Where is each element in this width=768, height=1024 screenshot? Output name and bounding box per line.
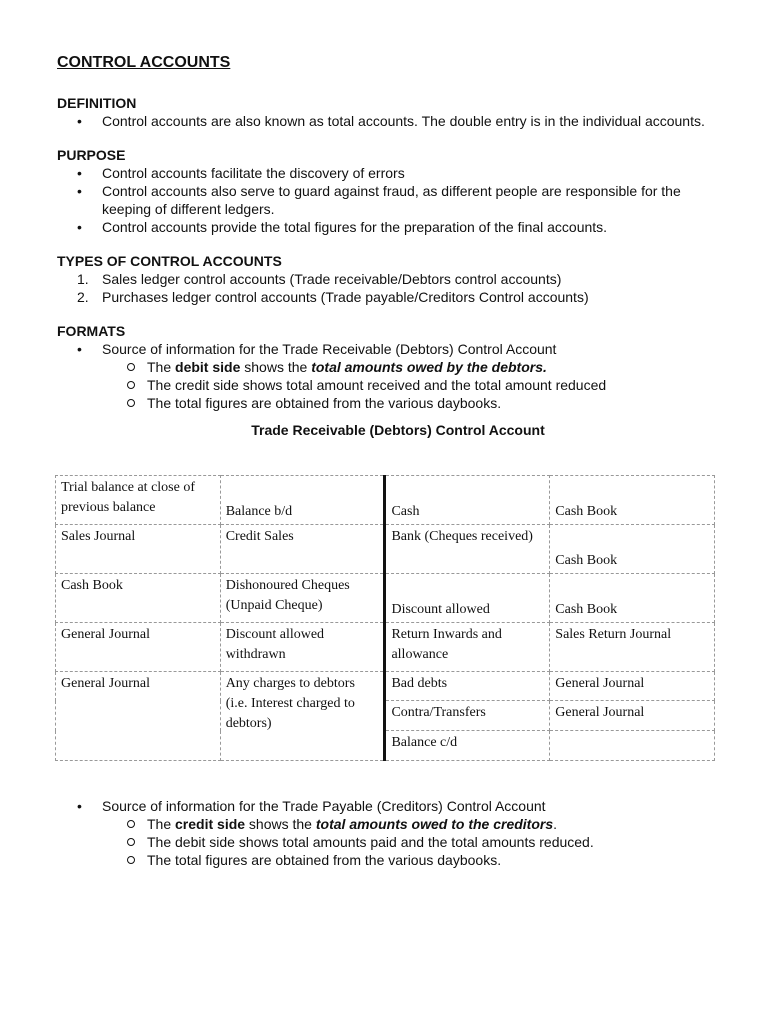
types-section	[57, 252, 727, 306]
purpose-section	[57, 146, 727, 236]
document-page	[57, 52, 727, 439]
table-cell: Balance c/d	[385, 731, 550, 761]
definition-heading: DEFINITION	[57, 95, 137, 111]
types-heading: TYPES OF CONTROL ACCOUNTS	[57, 253, 282, 269]
text-run: The	[147, 816, 176, 832]
receivable-sub-item: The total figures are obtained from the various daybooks.	[57, 394, 727, 412]
text-run-bold: debit side	[175, 359, 241, 375]
table-row	[56, 574, 715, 623]
text-run-bold-italic: total amounts owed by the debtors.	[311, 359, 547, 375]
table-cell: Sales Return Journal	[550, 623, 715, 672]
table-cell: Cash Book	[550, 525, 715, 574]
payable-sub-item: The total figures are obtained from the various daybooks.	[57, 851, 727, 869]
table-cell: Cash Book	[56, 574, 221, 623]
table-cell: Cash Book	[550, 574, 715, 623]
payable-sub-item: The debit side shows total amounts paid and the total amounts reduced.	[57, 833, 727, 851]
text-run-bold-italic: total amounts owed to the creditors	[315, 816, 554, 832]
receivable-sub-item	[57, 358, 727, 376]
table-cell: Discount allowed withdrawn	[220, 623, 385, 672]
types-item	[57, 270, 727, 288]
table-cell: Cash	[385, 476, 550, 525]
definition-section	[57, 94, 727, 130]
list-number: 1.	[77, 271, 89, 287]
payable-section	[57, 797, 727, 869]
table-cell: Credit Sales	[220, 525, 385, 574]
types-item	[57, 288, 727, 306]
table-cell: Sales Journal	[56, 525, 221, 574]
table-cell	[550, 731, 715, 761]
table-cell: Trial balance at close of previous balance	[56, 476, 221, 525]
table-row	[56, 672, 715, 701]
list-number: 2.	[77, 289, 89, 305]
table-cell: Bad debts	[385, 672, 550, 701]
purpose-heading: PURPOSE	[57, 147, 126, 163]
table-title: Trade Receivable (Debtors) Control Account	[251, 422, 545, 438]
table-row	[56, 623, 715, 672]
text-run: .	[553, 816, 558, 832]
table-cell: Cash Book	[550, 476, 715, 525]
purpose-item: • Control accounts provide the total figures for the preparation of the final accounts.	[57, 218, 727, 236]
formats-section	[57, 322, 727, 439]
table-cell: Discount allowed	[385, 574, 550, 623]
types-item-text: Sales ledger control accounts (Trade receivable/Debtors control accounts)	[102, 271, 562, 287]
table-row	[56, 525, 715, 574]
text-run: The	[147, 359, 176, 375]
definition-item: • Control accounts are also known as total accounts. The double entry is in the individual accounts.	[57, 112, 727, 130]
payable-sub-item	[57, 815, 727, 833]
receivable-bullet: • Source of information for the Trade Receivable (Debtors) Control Account	[57, 340, 727, 358]
table-cell: General Journal	[56, 623, 221, 672]
text-run-bold: credit side	[175, 816, 246, 832]
page-title: CONTROL ACCOUNTS	[57, 54, 231, 71]
receivable-sub-item: The credit side shows total amount received and the total amount reduced	[57, 376, 727, 394]
table-cell: General Journal	[56, 672, 221, 761]
table-cell: General Journal	[550, 672, 715, 701]
text-run: shows the	[240, 359, 312, 375]
table-cell: Return Inwards and allowance	[385, 623, 550, 672]
control-account-table	[55, 475, 715, 761]
purpose-item: • Control accounts also serve to guard against fraud, as different people are responsible for the keeping of different ledgers.	[57, 182, 727, 218]
formats-heading: FORMATS	[57, 323, 126, 339]
text-run: shows the	[245, 816, 316, 832]
table-cell: Any charges to debtors (i.e. Interest charged to debtors)	[220, 672, 385, 761]
types-item-text: Purchases ledger control accounts (Trade payable/Creditors Control accounts)	[102, 289, 589, 305]
table-cell: Contra/Transfers	[385, 701, 550, 731]
table-cell: Bank (Cheques received)	[385, 525, 550, 574]
payable-bullet: • Source of information for the Trade Payable (Creditors) Control Account	[57, 797, 727, 815]
table-cell: General Journal	[550, 701, 715, 731]
table-row	[56, 476, 715, 525]
table-cell: Dishonoured Cheques (Unpaid Cheque)	[220, 574, 385, 623]
table-cell: Balance b/d	[220, 476, 385, 525]
purpose-item: • Control accounts facilitate the discovery of errors	[57, 164, 727, 182]
